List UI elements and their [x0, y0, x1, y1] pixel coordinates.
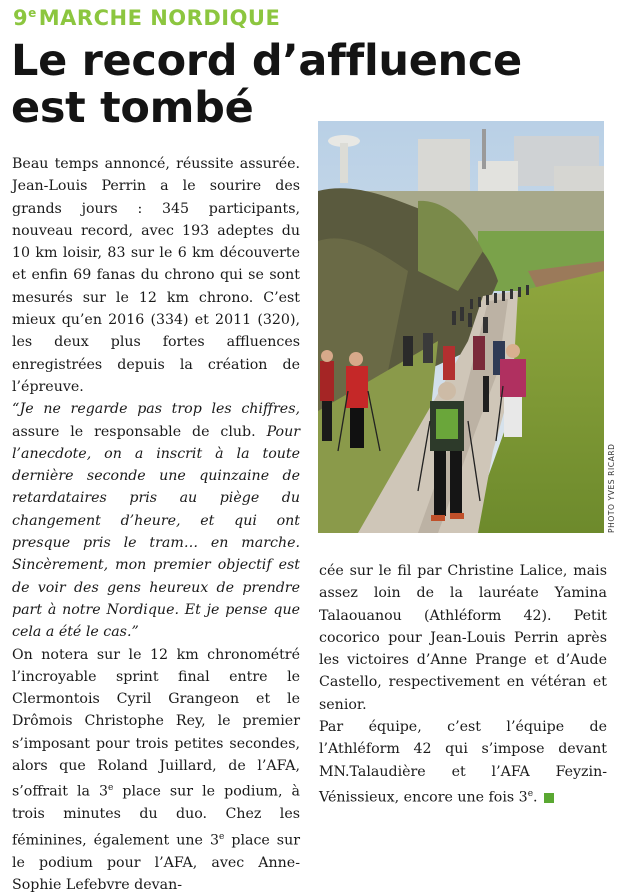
- section-kicker: [13, 6, 280, 30]
- superscript: e: [108, 783, 114, 794]
- headline-line-2: est tombé: [11, 83, 254, 133]
- end-of-article-icon: [544, 793, 554, 803]
- paragraph-3-part-a: On notera sur le 12 km chronométré l’incroyable sprint final entre le Clermontois Cyril Grangeon et le Drômois Christophe Rey, le premier s’imposant pour trois petites secondes, alors que Roland Juillard, de l’AFA, s’offrait la 3: [12, 646, 300, 801]
- kicker-text: MARCHE NORDIQUE: [38, 6, 281, 30]
- paragraph-1: Beau temps annoncé, réussite assurée. Jean-Louis Perrin a le sourire des grands jours : 345 participants, nouveau record, avec 193 adeptes du 10 km loisir, 83 sur le 6 km découverte et enfin 69 fanas du chrono qui se sont mesurés sur le 12 km chrono. C’est mieux qu’en 2016 (334) et 2011 (320), les deux plus fortes affluences enregistrées depuis la création de l’épreuve.: [12, 156, 300, 395]
- paragraph-4: [319, 716, 607, 809]
- superscript: e: [219, 831, 225, 842]
- paragraph-3-continued: [319, 560, 607, 716]
- kicker-superscript: e: [28, 6, 37, 20]
- quote-attribution: assure le responsable de club.: [12, 423, 267, 440]
- paragraph-2: [12, 398, 300, 643]
- paragraph-4-end: .: [533, 789, 538, 806]
- paragraph-3-part-c: place sur le podium pour l’AFA, avec Anne-Sophie Lefebvre devan-: [12, 832, 301, 893]
- superscript: e: [527, 788, 534, 799]
- quote-body: Pour l’anecdote, on a inscrit à la toute dernière seconde une quinzaine de retardataires pris au piège du changement d’heure, et qui ont presque pris le tram… en marche. Sincèrement, mon premier objectif est de voir des gens heureux de prendre part à notre Nordique. Et je pense que cela a été le cas.”: [12, 423, 300, 641]
- photo-credit: PHOTO YVES RICARD: [607, 443, 616, 533]
- nordic-walkers-photo: [318, 121, 604, 533]
- paragraph-3-part-b: place sur le podium, à trois minutes du duo. Chez les féminines, également une 3: [12, 784, 300, 849]
- quote-start: “Je ne regarde pas trop les chiffres,: [12, 401, 300, 418]
- paragraph-3: [12, 644, 300, 896]
- kicker-number: 9: [13, 6, 29, 30]
- headline-line-1: Le record d’affluence: [11, 36, 522, 86]
- paragraph-3-part-c-continued: cée sur le fil par Christine Lalice, mais assez loin de la lauréate Yamina Talaouanou (Athléform 42). Petit cocorico pour Jean-Louis Perrin après les victoires d’Anne Prange et d’Aude Castello, respectivement en vétéran et senior.: [319, 563, 607, 713]
- article-column-right: [319, 560, 607, 809]
- headline: [11, 38, 611, 132]
- paragraph-4-text: Par équipe, c’est l’équipe de l’Athléform 42 qui s’impose devant MN.Talaudière et l’AFA Feyzin-Vénissieux, encore une fois 3: [319, 719, 607, 806]
